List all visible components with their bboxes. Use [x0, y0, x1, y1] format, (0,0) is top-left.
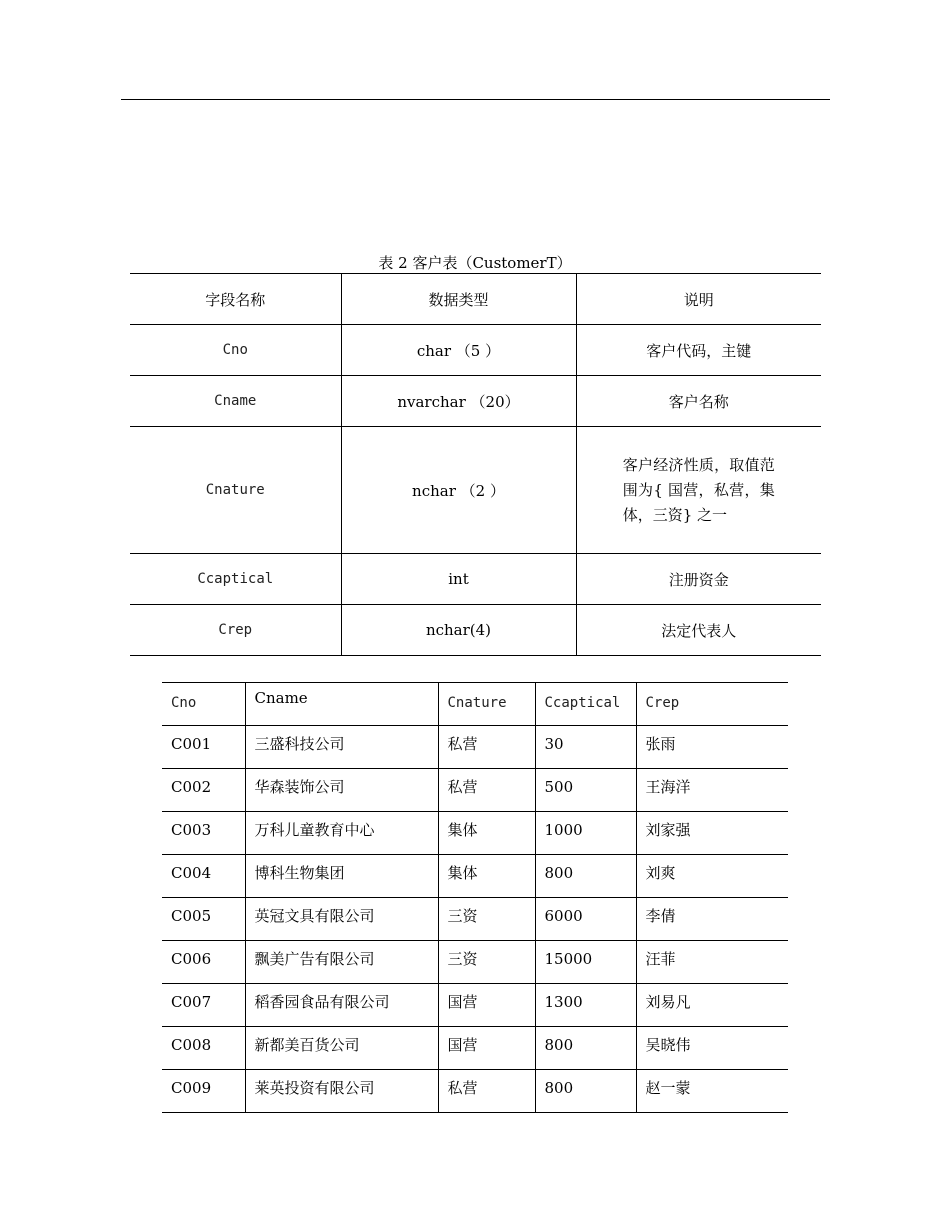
- data-header-cnature: Cnature: [438, 683, 535, 726]
- data-cell: 刘家强: [636, 812, 788, 855]
- data-cell: 30: [535, 726, 636, 769]
- data-cell: C009: [162, 1070, 245, 1113]
- data-cell: 800: [535, 1070, 636, 1113]
- data-cell: 集体: [438, 855, 535, 898]
- data-cell: 刘爽: [636, 855, 788, 898]
- data-table: [162, 682, 788, 1113]
- header-rule: [121, 99, 830, 100]
- data-cell: 莱英投资有限公司: [245, 1070, 438, 1113]
- data-cell: 华森装饰公司: [245, 769, 438, 812]
- schema-type: int: [341, 554, 576, 605]
- data-cell: 赵一蒙: [636, 1070, 788, 1113]
- schema-row: [130, 554, 821, 605]
- data-cell: 800: [535, 1027, 636, 1070]
- schema-type: nvarchar （20）: [341, 376, 576, 427]
- data-row: [162, 855, 788, 898]
- data-cell: 国营: [438, 1027, 535, 1070]
- schema-field: Cname: [130, 376, 341, 427]
- data-cell: 15000: [535, 941, 636, 984]
- data-header-row: [162, 683, 788, 726]
- data-cell: C005: [162, 898, 245, 941]
- data-row: [162, 1070, 788, 1113]
- data-cell: 三资: [438, 898, 535, 941]
- data-row: [162, 812, 788, 855]
- data-row: [162, 898, 788, 941]
- data-cell: 英冠文具有限公司: [245, 898, 438, 941]
- data-cell: 私营: [438, 726, 535, 769]
- schema-type: nchar(4): [341, 605, 576, 656]
- data-cell: 集体: [438, 812, 535, 855]
- data-cell: 新都美百货公司: [245, 1027, 438, 1070]
- schema-desc: 客户名称: [576, 376, 821, 427]
- schema-field: Cno: [130, 325, 341, 376]
- data-header-cno: Cno: [162, 683, 245, 726]
- schema-desc: 注册资金: [576, 554, 821, 605]
- table-caption: 表 2 客户表（CustomerT）: [378, 254, 572, 272]
- data-row: [162, 769, 788, 812]
- data-cell: 1000: [535, 812, 636, 855]
- schema-type: nchar （2 ）: [341, 427, 576, 554]
- data-cell: 王海洋: [636, 769, 788, 812]
- data-row: [162, 984, 788, 1027]
- data-cell: 博科生物集团: [245, 855, 438, 898]
- schema-desc: 客户经济性质，取值范围为{ 国营，私营，集体，三资} 之一: [622, 455, 775, 524]
- schema-row: [130, 427, 821, 554]
- data-cell: 500: [535, 769, 636, 812]
- schema-field: Ccaptical: [130, 554, 341, 605]
- data-cell: 万科儿童教育中心: [245, 812, 438, 855]
- data-cell: 国营: [438, 984, 535, 1027]
- data-cell: C008: [162, 1027, 245, 1070]
- data-cell: 1300: [535, 984, 636, 1027]
- data-cell: 800: [535, 855, 636, 898]
- schema-header-field: 字段名称: [130, 274, 341, 325]
- data-cell: C007: [162, 984, 245, 1027]
- data-cell: C002: [162, 769, 245, 812]
- schema-row: [130, 376, 821, 427]
- data-cell: 6000: [535, 898, 636, 941]
- data-cell: 张雨: [636, 726, 788, 769]
- data-cell: 私营: [438, 769, 535, 812]
- schema-desc: 法定代表人: [576, 605, 821, 656]
- schema-row: [130, 325, 821, 376]
- schema-type: char （5 ）: [341, 325, 576, 376]
- data-header-ccaptical: Ccaptical: [535, 683, 636, 726]
- schema-header-desc: 说明: [576, 274, 821, 325]
- data-row: [162, 1027, 788, 1070]
- data-cell: 三资: [438, 941, 535, 984]
- data-row: [162, 726, 788, 769]
- schema-desc: 客户代码，主键: [576, 325, 821, 376]
- schema-field: Cnature: [130, 427, 341, 554]
- data-cell: 李倩: [636, 898, 788, 941]
- data-cell: 刘易凡: [636, 984, 788, 1027]
- schema-row: [130, 605, 821, 656]
- data-cell: 吴晓伟: [636, 1027, 788, 1070]
- data-cell: 汪菲: [636, 941, 788, 984]
- data-cell: 三盛科技公司: [245, 726, 438, 769]
- schema-header-type: 数据类型: [341, 274, 576, 325]
- data-cell: C004: [162, 855, 245, 898]
- data-cell: 稻香园食品有限公司: [245, 984, 438, 1027]
- data-cell: 私营: [438, 1070, 535, 1113]
- schema-field: Crep: [130, 605, 341, 656]
- data-cell: C006: [162, 941, 245, 984]
- data-header-cname: Cname: [245, 683, 438, 726]
- data-header-crep: Crep: [636, 683, 788, 726]
- schema-desc-cell: [576, 427, 821, 554]
- schema-table: [130, 273, 821, 656]
- data-row: [162, 941, 788, 984]
- data-cell: 飘美广告有限公司: [245, 941, 438, 984]
- schema-header-row: [130, 274, 821, 325]
- data-cell: C003: [162, 812, 245, 855]
- data-cell: C001: [162, 726, 245, 769]
